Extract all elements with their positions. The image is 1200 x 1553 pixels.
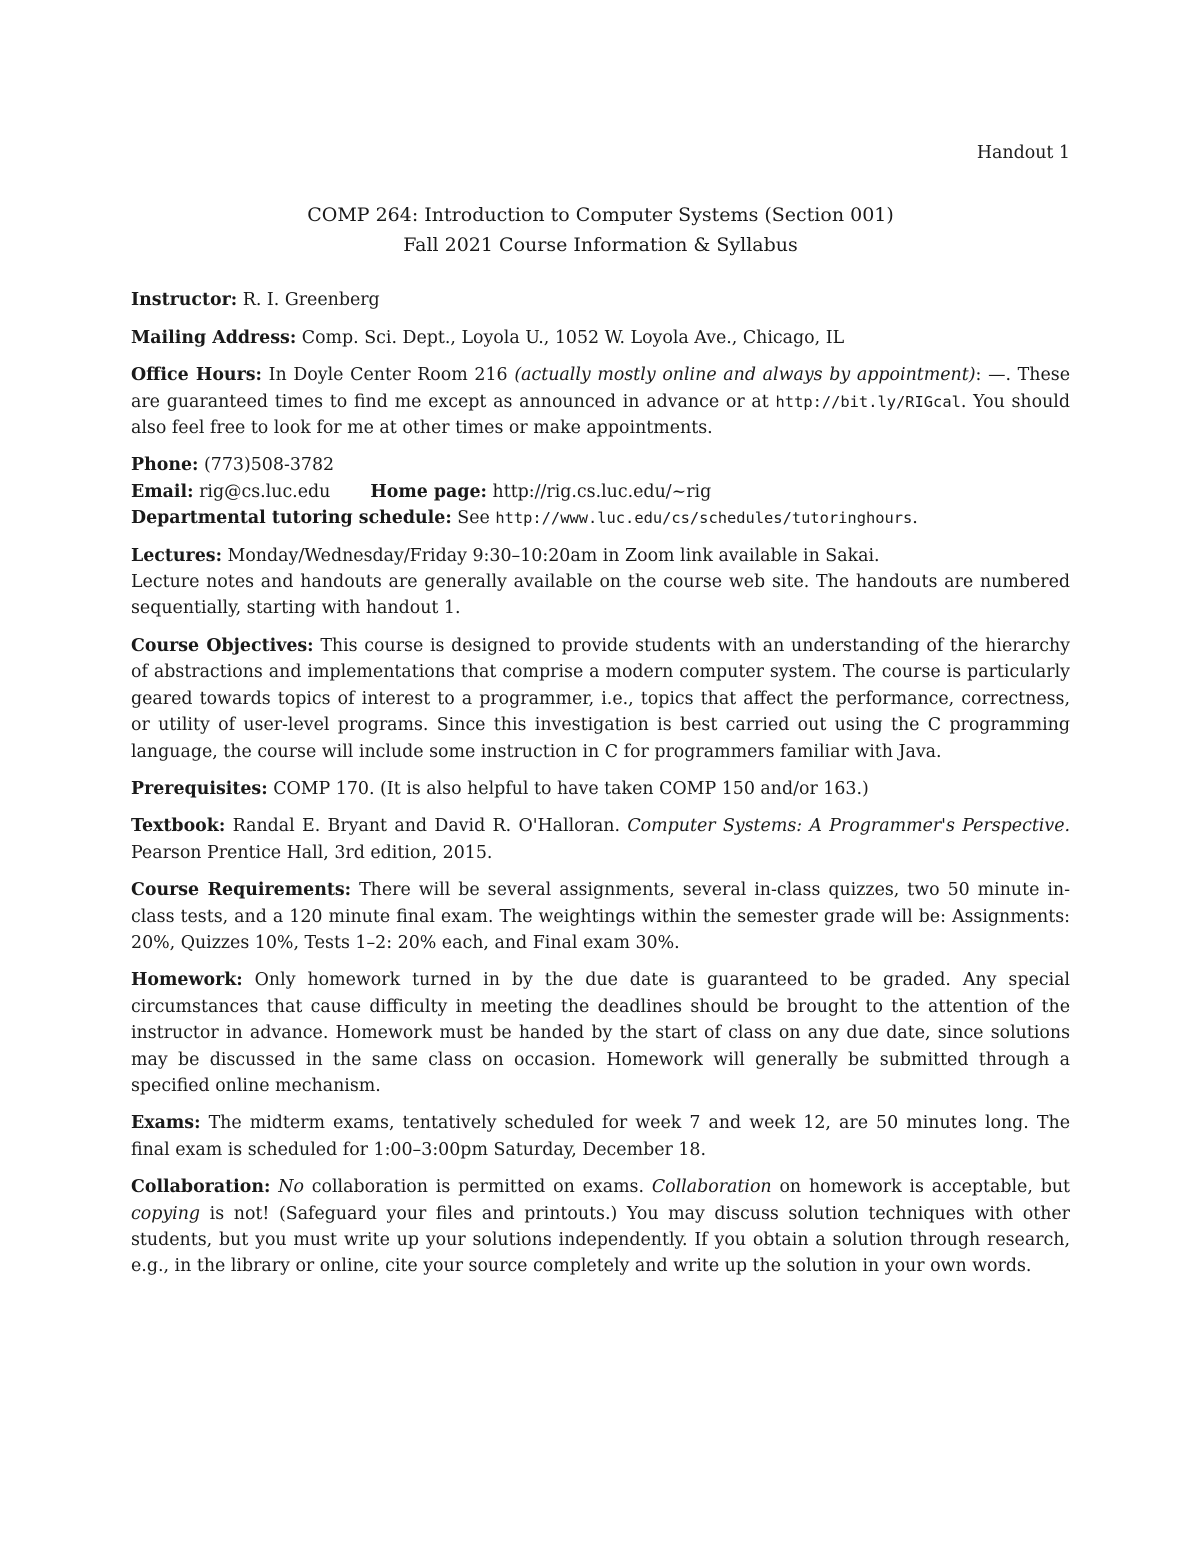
phone-label: Phone: [131, 455, 199, 476]
phone-line [131, 452, 1070, 478]
requirements-label: Course Requirements: [131, 880, 352, 901]
collaboration-label: Collaboration: [131, 1177, 271, 1198]
exams-label: Exams: [131, 1113, 201, 1134]
copying-emphasis: copying [131, 1203, 201, 1224]
document-title-block [131, 200, 1070, 260]
lectures-line [131, 543, 1070, 569]
textbook-title: Computer Systems: A Programmer's Perspective. [627, 816, 1071, 837]
instructor-label: Instructor: [131, 290, 238, 311]
contact-section [131, 452, 1070, 531]
prerequisites-section [131, 776, 1070, 802]
collaboration-text-3: is not! (Safeguard your files and printouts.) You may discuss solution techniques with other students, but you must write up your solutions independently. If you obtain a solution through research, e.g., in the library or online, cite your source completely and write up the solution in your own words. [131, 1203, 1071, 1277]
office-hours-location: In Doyle Center Room 216 [268, 365, 508, 386]
lectures-notes: Lecture notes and handouts are generally available on the course web site. The handouts are numbered sequentially, starting with handout 1. [131, 572, 1070, 619]
mailing-section [131, 325, 1070, 351]
tutoring-line [131, 505, 1070, 531]
course-subtitle: Fall 2021 Course Information & Syllabus [403, 234, 798, 257]
homework-section [131, 967, 1070, 1099]
tutoring-see: See [457, 508, 490, 529]
home-page-label: Home page: [370, 481, 487, 502]
course-title: COMP 264: Introduction to Computer Systems (Section 001) [307, 204, 894, 227]
textbook-section [131, 813, 1070, 866]
office-hours-closing: . You should also feel free to look for me at other times or make appointments. [131, 391, 1071, 439]
homework-label: Homework: [131, 970, 243, 991]
instructor-value: R. I. Greenberg [242, 290, 380, 311]
tutoring-period: . [912, 508, 918, 529]
requirements-section [131, 877, 1070, 956]
collaboration-no: No [278, 1177, 304, 1198]
syllabus-page [131, 140, 1070, 1291]
office-hours-label: Office Hours: [131, 365, 262, 386]
phone-value: (773)508-3782 [203, 455, 335, 476]
instructor-section [131, 287, 1070, 313]
collaboration-section [131, 1174, 1070, 1280]
collaboration-text-2: on homework is acceptable, but [779, 1177, 1071, 1198]
textbook-label: Textbook: [131, 816, 226, 837]
lectures-value: Monday/Wednesday/Friday 9:30–10:20am in Zoom link available in Sakai. [227, 545, 880, 566]
lectures-label: Lectures: [131, 545, 222, 566]
handout-number: Handout 1 [976, 143, 1070, 163]
textbook-authors: Randal E. Bryant and David R. O'Halloran. [232, 816, 621, 837]
mailing-label: Mailing Address: [131, 327, 297, 348]
collaboration-text-1: collaboration is permitted on exams. [311, 1177, 645, 1198]
exams-text: The midterm exams, tentatively scheduled for week 7 and week 12, are 50 minutes long. The final exam is scheduled for 1:00–3:00pm Saturday, December 18. [131, 1113, 1070, 1160]
office-hours-text: : —. These are guaranteed times to find me except as announced in advance or at [131, 365, 1070, 412]
objectives-text: This course is designed to provide students with an understanding of the hierarchy of abstractions and implementations that comprise a modern computer system. The course is particularly geared towards topics of interest to a programmer, i.e., topics that affect the performance, correctness, or utility of user-level programs. Since this investigation is best carried out using the C programming language, the course will include some instruction in C for programmers familiar with Java. [131, 635, 1070, 762]
home-page-link[interactable]: http://rig.cs.luc.edu/~rig [492, 481, 712, 502]
homework-text: Only homework turned in by the due date is guaranteed to be graded. Any special circumstances that cause difficulty in meeting the deadlines should be brought to the attention of the instructor in advance. Homework must be handed by the start of class on any due date, since solutions may be discussed in the same class on occasion. Homework will generally be submitted through a specified online mechanism. [131, 970, 1070, 1096]
prerequisites-text: COMP 170. (It is also helpful to have taken COMP 150 and/or 163.) [273, 778, 869, 799]
lectures-section [131, 543, 1070, 622]
collaboration-emphasis: Collaboration [651, 1177, 772, 1198]
textbook-publisher: Pearson Prentice Hall, 3rd edition, 2015. [131, 842, 493, 863]
tutoring-link[interactable]: http://www.luc.edu/cs/schedules/tutoringhours [495, 509, 913, 528]
email-line [131, 479, 1070, 505]
exams-section [131, 1110, 1070, 1163]
calendar-link[interactable]: http://bit.ly/RIGcal [775, 392, 961, 411]
objectives-section [131, 633, 1070, 765]
objectives-label: Course Objectives: [131, 635, 314, 656]
office-hours-section [131, 362, 1070, 441]
mailing-value: Comp. Sci. Dept., Loyola U., 1052 W. Loyola Ave., Chicago, IL [301, 327, 845, 348]
requirements-text: There will be several assignments, several in-class quizzes, two 50 minute in-class tests, and a 120 minute final exam. The weightings within the semester grade will be: Assignments: 20%, Quizzes 10%, Tests 1–2: 20% each, and Final exam 30%. [131, 880, 1071, 953]
email-link[interactable]: rig@cs.luc.edu [199, 481, 331, 502]
office-hours-note: (actually mostly online and always by appointment) [514, 365, 976, 386]
prerequisites-label: Prerequisites: [131, 778, 268, 799]
email-label: Email: [131, 481, 194, 502]
tutoring-label: Departmental tutoring schedule: [131, 508, 452, 529]
